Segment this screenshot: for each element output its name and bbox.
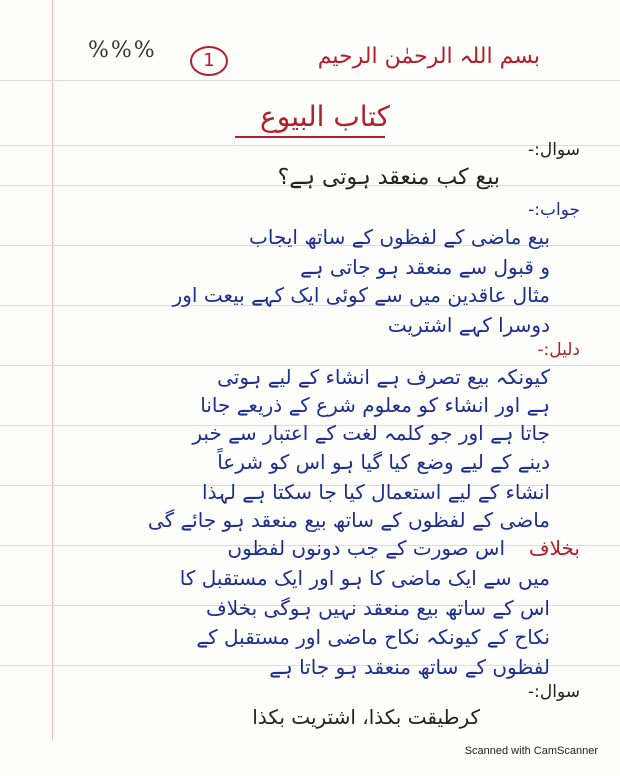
bikhilaf-line: میں سے ایک ماضی کا ہو اور ایک مستقبل کا <box>179 566 550 590</box>
scanner-watermark: Scanned with CamScanner <box>464 745 598 757</box>
page-number-badge: 1 <box>190 46 228 76</box>
answer-line: بیع ماضی کے لفظوں کے ساتھ ایجاب <box>249 225 550 249</box>
ruled-line <box>0 80 620 81</box>
title-underline <box>235 136 385 138</box>
bikhilaf-label: بخلاف <box>528 536 580 560</box>
question1-label: سوال:- <box>528 140 580 160</box>
margin-line <box>52 0 53 740</box>
dalil-line: جاتا ہے اور جو کلمہ لغت کے اعتبار سے خبر <box>192 421 550 445</box>
dalil-line: دینے کے لیے وضع کیا گیا ہو اس کو شرعاً <box>217 450 550 474</box>
dalil-line: انشاء کے لیے استعمال کیا جا سکتا ہے لہذا <box>202 480 550 504</box>
bikhilaf-line: اس صورت کے جب دونوں لفظوں <box>227 536 505 560</box>
question2-label: سوال:- <box>528 682 580 702</box>
question2-text: کرطیقت بکذا، اشتریت بکذا <box>252 705 480 729</box>
page-marker: %%% <box>88 38 157 63</box>
bikhilaf-line: لفظوں کے ساتھ منعقد ہو جاتا ہے <box>269 655 550 679</box>
dalil-line: ماضی کے لفظوں کے ساتھ بیع منعقد ہو جائے گی <box>147 508 550 532</box>
answer-line: و قبول سے منعقد ہو جاتی ہے <box>300 255 550 279</box>
dalil-label: دلیل:- <box>537 340 580 360</box>
bikhilaf-line: نکاح کے کیونکہ نکاح ماضی اور مستقبل کے <box>196 625 550 649</box>
dalil-line: ہے اور انشاء کو معلوم شرع کے ذریعے جانا <box>200 393 550 417</box>
bikhilaf-line: اس کے ساتھ بیع منعقد نہیں ہوگی بخلاف <box>206 596 550 620</box>
answer-line: دوسرا کہے اشتریت <box>387 313 550 337</box>
dalil-line: کیونکہ بیع تصرف ہے انشاء کے لیے ہوتی <box>217 365 550 389</box>
ruled-line <box>0 145 620 146</box>
book-title: کتاب البیوع <box>260 100 390 133</box>
answer-label: جواب:- <box>528 200 580 220</box>
bismillah-heading: بسم اللہ الرحمٰن الرحیم <box>317 44 540 69</box>
answer-line: مثال عاقدین میں سے کوئی ایک کہے بیعت اور <box>172 283 550 307</box>
question1-text: بیع کب منعقد ہوتی ہے؟ <box>277 165 500 190</box>
